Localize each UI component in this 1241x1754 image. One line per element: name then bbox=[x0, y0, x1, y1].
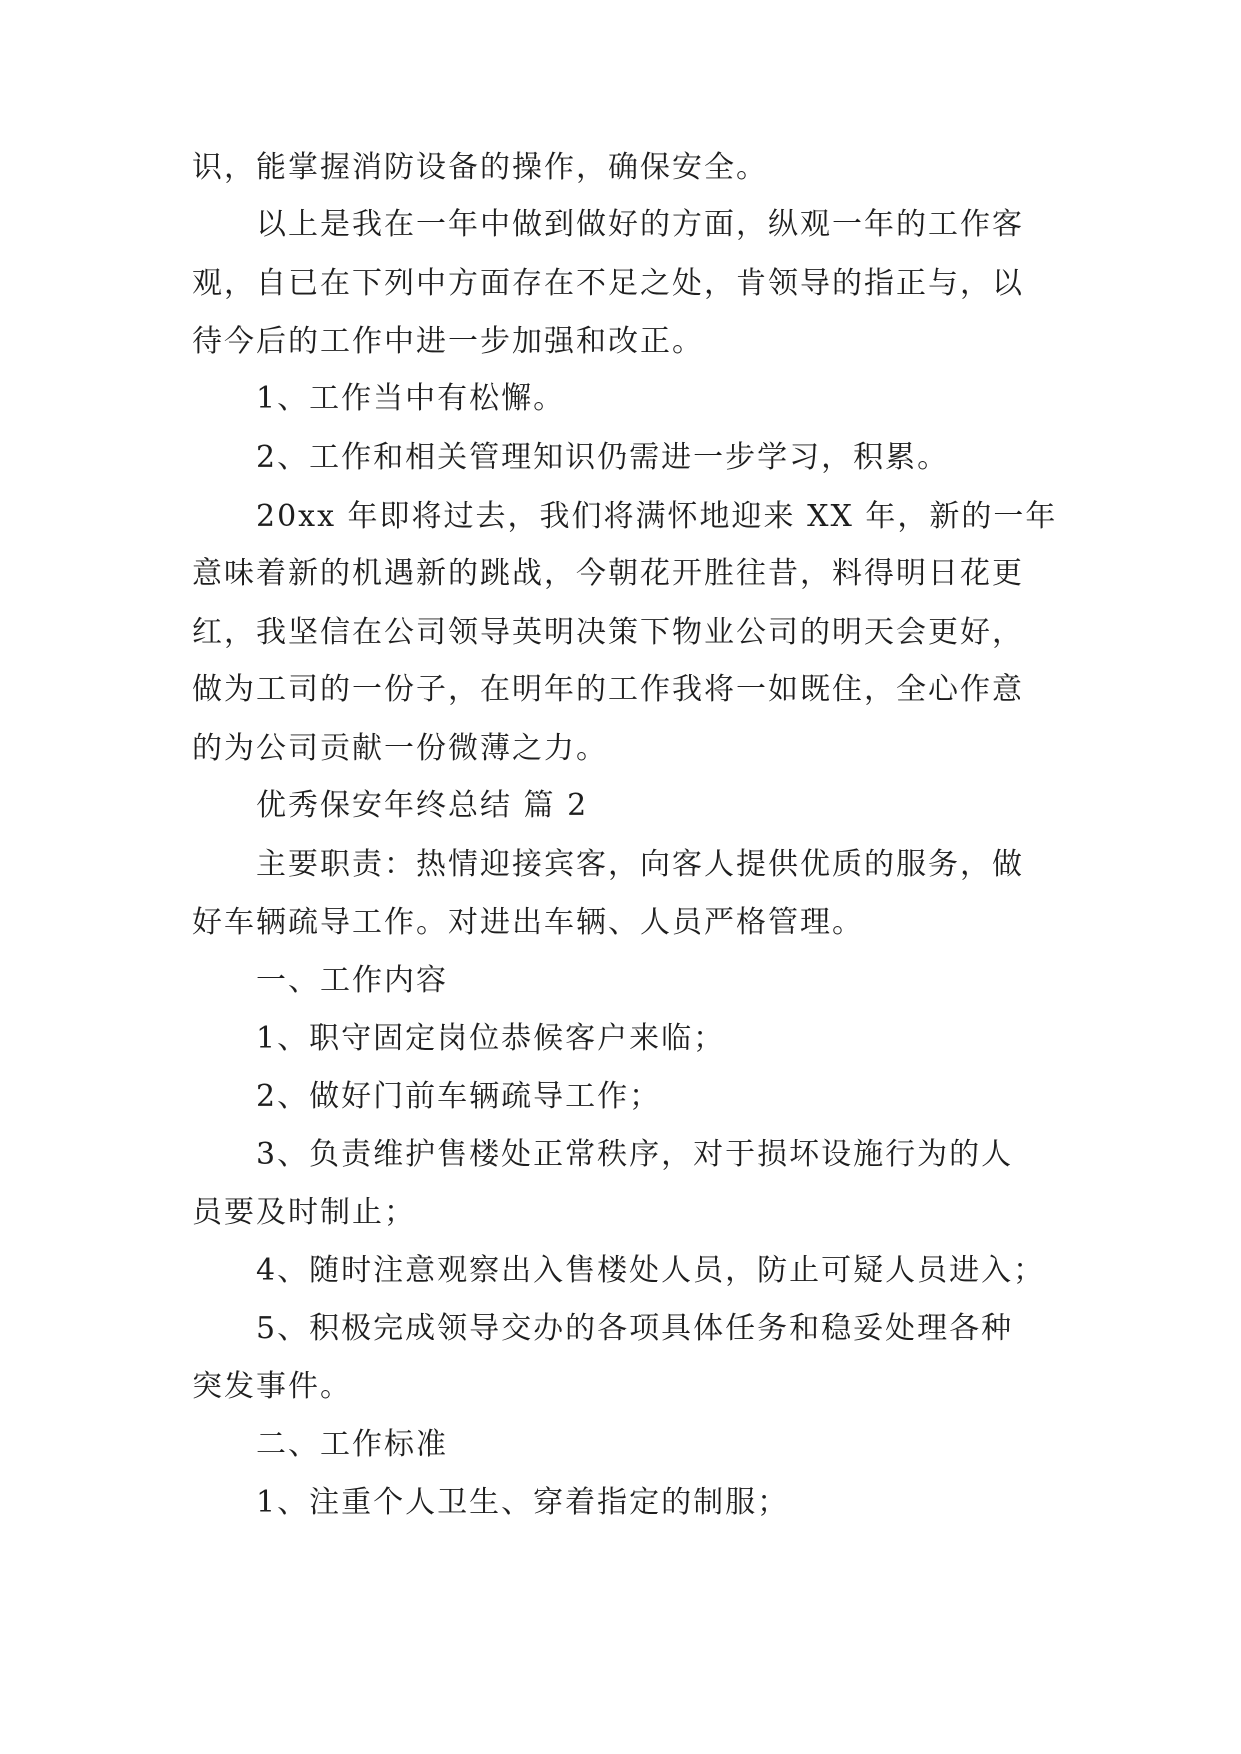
paragraph-line: 做为工司的一份子，在明年的工作我将一如既住，全心作意 bbox=[192, 672, 1024, 707]
list-item: 1、职守固定岗位恭候客户来临； bbox=[256, 1021, 726, 1056]
section-heading: 优秀保安年终总结 篇 2 bbox=[256, 788, 589, 823]
paragraph-line: 以上是我在一年中做到做好的方面，纵观一年的工作客 bbox=[256, 207, 1024, 242]
paragraph-line: 待今后的工作中进一步加强和改正。 bbox=[192, 324, 704, 359]
paragraph-line: 观，自已在下列中方面存在不足之处，肯领导的指正与，以 bbox=[192, 266, 1024, 301]
paragraph-line: 意味着新的机遇新的跳战，今朝花开胜往昔，料得明日花更 bbox=[192, 556, 1024, 591]
paragraph-line: 红，我坚信在公司领导英明决策下物业公司的明天会更好， bbox=[192, 615, 1024, 650]
paragraph-line: 20xx 年即将过去，我们将满怀地迎来 XX 年，新的一年 bbox=[256, 499, 1058, 534]
list-item: 2、工作和相关管理知识仍需进一步学习，积累。 bbox=[256, 440, 950, 475]
list-item: 5、积极完成领导交办的各项具体任务和稳妥处理各种 bbox=[256, 1311, 1014, 1346]
list-item: 3、负责维护售楼处正常秩序，对于损坏设施行为的人 bbox=[256, 1137, 1014, 1172]
list-item-continuation: 突发事件。 bbox=[192, 1369, 352, 1404]
paragraph-line: 主要职责：热情迎接宾客，向客人提供优质的服务，做 bbox=[256, 847, 1024, 882]
paragraph-line: 的为公司贡献一份微薄之力。 bbox=[192, 731, 608, 766]
list-item: 2、做好门前车辆疏导工作； bbox=[256, 1079, 662, 1114]
list-item-continuation: 员要及时制止； bbox=[192, 1195, 416, 1230]
paragraph-line: 好车辆疏导工作。对进出车辆、人员严格管理。 bbox=[192, 905, 864, 940]
list-item: 1、注重个人卫生、穿着指定的制服； bbox=[256, 1485, 790, 1520]
list-item: 1、工作当中有松懈。 bbox=[256, 381, 566, 416]
subsection-heading: 二、工作标准 bbox=[256, 1427, 448, 1462]
subsection-heading: 一、工作内容 bbox=[256, 963, 448, 998]
list-item: 4、随时注意观察出入售楼处人员，防止可疑人员进入； bbox=[256, 1253, 1046, 1288]
paragraph-line: 识，能掌握消防设备的操作，确保安全。 bbox=[192, 150, 768, 185]
